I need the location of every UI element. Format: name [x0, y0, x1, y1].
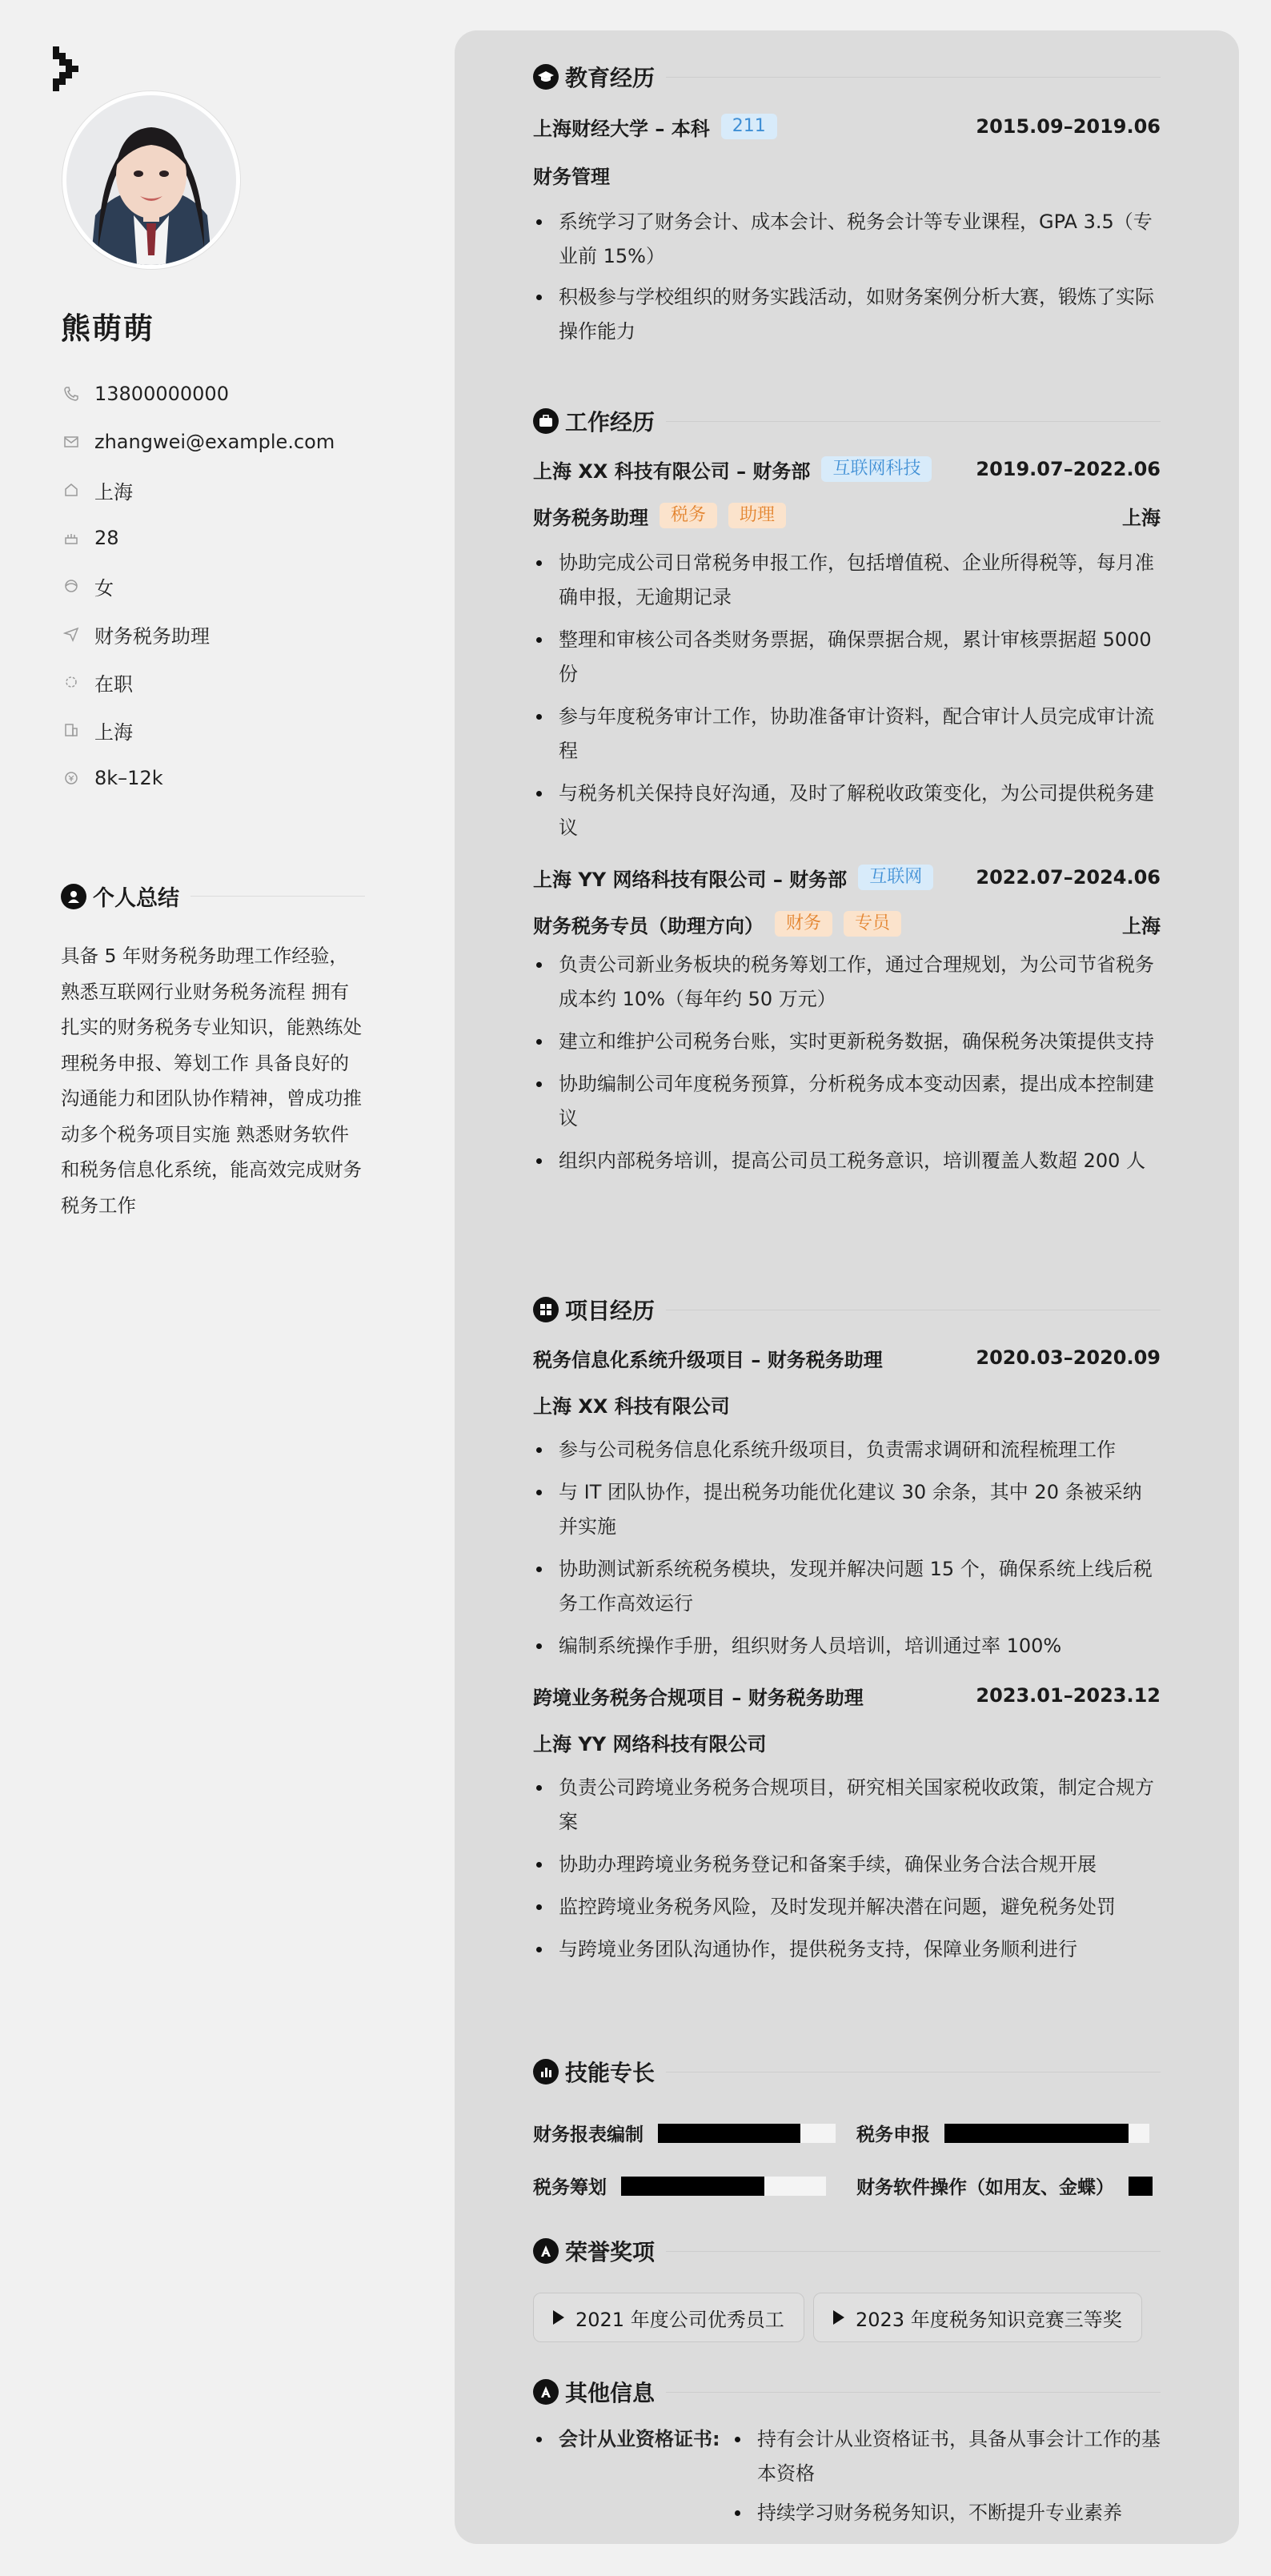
status-row	[61, 658, 335, 706]
list-item: 负责公司跨境业务税务合规项目，研究相关国家税收政策，制定合规方案	[533, 1771, 1161, 1840]
project-name: 税务信息化系统升级项目 – 财务税务助理	[533, 1348, 883, 1371]
other-label-list	[533, 2422, 732, 2530]
projects-header	[533, 1294, 1161, 1326]
grid-icon	[533, 1297, 559, 1322]
list-item: 整理和审核公司各类财务票据，确保票据合规，累计审核票据超 5000 份	[533, 623, 1161, 692]
industry-tag: 互联网	[858, 865, 933, 890]
other-section	[533, 2376, 1161, 2530]
list-item: 与 IT 团队协作，提出税务功能优化建议 30 余条，其中 20 条被采纳并实施	[533, 1475, 1161, 1544]
skill-bar	[944, 2124, 1149, 2143]
company-name: 上海 XX 科技有限公司 – 财务部	[533, 459, 811, 483]
age-row	[61, 514, 335, 562]
skill-bar-fill	[621, 2177, 764, 2196]
project-row	[533, 1342, 1161, 1374]
award-icon	[533, 2238, 559, 2264]
email-row	[61, 418, 335, 466]
phone-value[interactable]: 13800000000	[94, 383, 229, 405]
skill-item	[856, 2173, 1153, 2199]
bar-chart-icon	[533, 2059, 559, 2084]
skill-bar-fill	[658, 2124, 800, 2143]
other-header	[533, 2376, 1161, 2408]
skill-bar	[1129, 2177, 1153, 2196]
summary-title: 个人总结	[93, 886, 179, 911]
list-item: 持续学习财务税务知识，不断提升专业素养	[732, 2496, 1161, 2530]
honor-label: 2021 年度公司优秀员工	[575, 2308, 784, 2331]
project-org: 上海 YY 网络科技有限公司	[533, 1732, 767, 1755]
list-item: 负责公司新业务板块的税务筹划工作，通过合理规划，为公司节省税务成本约 10%（每年约 50 万元）	[533, 948, 1161, 1017]
education-date: 2015.09–2019.06	[976, 115, 1161, 138]
education-section	[533, 61, 1161, 349]
summary-header	[61, 881, 365, 912]
email-value[interactable]: zhangwei@example.com	[94, 431, 335, 453]
honors-header	[533, 2235, 1161, 2267]
job-city: 上海	[1122, 914, 1161, 937]
skill-item	[533, 2120, 836, 2146]
job-city: 上海	[1122, 506, 1161, 529]
project-bullets	[533, 1433, 1161, 1663]
salary-row	[61, 754, 335, 802]
work-section	[533, 405, 1161, 1178]
job-bullets	[533, 546, 1161, 845]
projects-title: 项目经历	[565, 1298, 656, 1324]
logo-icon	[53, 46, 82, 94]
salary-value: 8k–12k	[94, 767, 163, 789]
role-tag: 税务	[660, 503, 717, 528]
skill-name: 财务报表编制	[533, 2125, 644, 2145]
cake-icon	[61, 528, 82, 548]
coin-icon	[61, 768, 82, 788]
list-item: 参与公司税务信息化系统升级项目，负责需求调研和流程梳理工作	[533, 1433, 1161, 1467]
phone-icon	[61, 383, 82, 404]
summary-text: 具备 5 年财务税务助理工作经验，熟悉互联网行业财务税务流程 拥有扎实的财务税务专业知识，能熟练处理税务申报、筹划工作 具备良好的沟通能力和团队协作精神，曾成功推动多个税务项目实施 熟悉财务软件和税务信息化系统，能高效完成财务税务工作	[61, 945, 362, 1217]
education-title: 教育经历	[565, 65, 656, 91]
list-item: 协助编制公司年度税务预算，分析税务成本变动因素，提出成本控制建议	[533, 1067, 1161, 1136]
phone-row	[61, 370, 335, 418]
industry-tag: 互联网科技	[821, 456, 932, 482]
work-title: 工作经历	[565, 409, 656, 435]
list-item: 协助办理跨境业务税务登记和备案手续，确保业务合法合规开展	[533, 1848, 1161, 1882]
candidate-name: 熊萌萌	[61, 311, 154, 346]
mail-icon	[61, 431, 82, 452]
sidebar	[0, 0, 432, 2576]
school-tag: 211	[721, 114, 777, 139]
skills-header	[533, 2056, 1161, 2088]
role-tag: 财务	[775, 911, 832, 937]
other-item	[533, 2422, 1161, 2530]
list-item: 组织内部税务培训，提高公司员工税务意识，培训覆盖人数超 200 人	[533, 1144, 1161, 1178]
certificate-label: 会计从业资格证书:	[533, 2422, 732, 2457]
role-tag: 助理	[728, 503, 786, 528]
position-value: 财务税务助理	[94, 624, 210, 648]
list-item: 参与年度税务审计工作，协助准备审计资料，配合审计人员完成审计流程	[533, 700, 1161, 768]
main-panel	[455, 30, 1239, 2544]
avatar-photo	[66, 95, 236, 265]
job-role: 财务税务专员（助理方向）	[533, 914, 764, 937]
location-row	[61, 466, 335, 514]
gender-value: 女	[94, 576, 114, 600]
divider	[666, 2251, 1161, 2252]
home-icon	[61, 479, 82, 500]
job-row	[533, 861, 1161, 893]
graduation-cap-icon	[533, 64, 559, 90]
other-title: 其他信息	[565, 2380, 656, 2406]
school-name: 上海财经大学 – 本科	[533, 117, 710, 140]
triangle-icon	[553, 2310, 564, 2325]
honors-list	[533, 2293, 1161, 2349]
skill-bar-fill	[944, 2124, 1129, 2143]
list-item: 系统学习了财务会计、成本会计、税务会计等专业课程，GPA 3.5（专业前 15%）	[533, 205, 1161, 274]
building-icon	[61, 720, 82, 740]
job-date: 2019.07–2022.06	[976, 458, 1161, 480]
company-name: 上海 YY 网络科技有限公司 – 财务部	[533, 868, 848, 891]
list-item: 积极参与学校组织的财务实践活动，如财务案例分析大赛，锻炼了实际操作能力	[533, 280, 1161, 349]
status-icon	[61, 672, 82, 692]
skills-title: 技能专长	[565, 2060, 656, 2086]
skill-name: 财务软件操作（如用友、金蝶）	[856, 2177, 1114, 2198]
project-name: 跨境业务税务合规项目 – 财务税务助理	[533, 1686, 864, 1709]
position-row	[61, 610, 335, 658]
education-header	[533, 61, 1161, 93]
divider	[190, 896, 365, 897]
skills-section	[533, 2056, 1161, 2216]
gender-row	[61, 562, 335, 610]
skill-bar-fill	[1129, 2177, 1149, 2196]
job-role-row	[533, 908, 1161, 940]
list-item: 建立和维护公司税务台账，实时更新税务数据，确保税务决策提供支持	[533, 1025, 1161, 1059]
project-date: 2023.01–2023.12	[976, 1684, 1161, 1707]
project-bullets	[533, 1771, 1161, 1967]
job-date: 2022.07–2024.06	[976, 866, 1161, 889]
divider	[666, 77, 1161, 78]
job-bullets	[533, 948, 1161, 1178]
award-icon	[533, 2379, 559, 2405]
send-icon	[61, 624, 82, 644]
projects-section	[533, 1294, 1161, 1967]
triangle-icon	[833, 2310, 844, 2325]
major: 财务管理	[533, 165, 610, 188]
job-role: 财务税务助理	[533, 506, 648, 529]
skill-item	[856, 2120, 1149, 2146]
other-bullets	[732, 2422, 1161, 2530]
gender-icon	[61, 576, 82, 596]
education-bullets	[533, 205, 1161, 349]
education-row	[533, 110, 1161, 142]
list-item: 持有会计从业资格证书，具备从事会计工作的基本资格	[732, 2422, 1161, 2491]
divider	[666, 2392, 1161, 2393]
job-row	[533, 453, 1161, 485]
project-org: 上海 XX 科技有限公司	[533, 1394, 730, 1418]
work-header	[533, 405, 1161, 437]
honor-item	[813, 2293, 1142, 2342]
list-item: 协助完成公司日常税务申报工作，包括增值税、企业所得税等，每月准确申报，无逾期记录	[533, 546, 1161, 615]
list-item: 与跨境业务团队沟通协作，提供税务支持，保障业务顺利进行	[533, 1932, 1161, 1967]
list-item: 监控跨境业务税务风险，及时发现并解决潜在问题，避免税务处罚	[533, 1890, 1161, 1924]
status-value: 在职	[94, 672, 133, 696]
avatar	[62, 91, 240, 269]
honor-item	[533, 2293, 804, 2342]
city-value: 上海	[94, 720, 133, 744]
honor-label: 2023 年度税务知识竞赛三等奖	[856, 2308, 1122, 2331]
briefcase-icon	[533, 408, 559, 434]
project-date: 2020.03–2020.09	[976, 1346, 1161, 1369]
list-item: 与税务机关保持良好沟通，及时了解税收政策变化，为公司提供税务建议	[533, 776, 1161, 845]
honors-title: 荣誉奖项	[565, 2239, 656, 2265]
city-row	[61, 706, 335, 754]
honors-section	[533, 2235, 1161, 2355]
skill-name: 税务申报	[856, 2125, 930, 2145]
project-row	[533, 1679, 1161, 1711]
skill-item	[533, 2173, 826, 2199]
skill-name: 税务筹划	[533, 2177, 607, 2198]
role-tag: 专员	[844, 911, 901, 937]
list-item: 编制系统操作手册，组织财务人员培训，培训通过率 100%	[533, 1629, 1161, 1663]
skill-bar	[658, 2124, 836, 2143]
job-role-row	[533, 500, 1161, 532]
user-icon	[61, 884, 86, 909]
age-value: 28	[94, 527, 119, 549]
divider	[666, 421, 1161, 422]
contact-info	[61, 370, 335, 802]
location-value: 上海	[94, 480, 133, 504]
skill-bar	[621, 2177, 826, 2196]
list-item: 协助测试新系统税务模块，发现并解决问题 15 个，确保系统上线后税务工作高效运行	[533, 1552, 1161, 1621]
